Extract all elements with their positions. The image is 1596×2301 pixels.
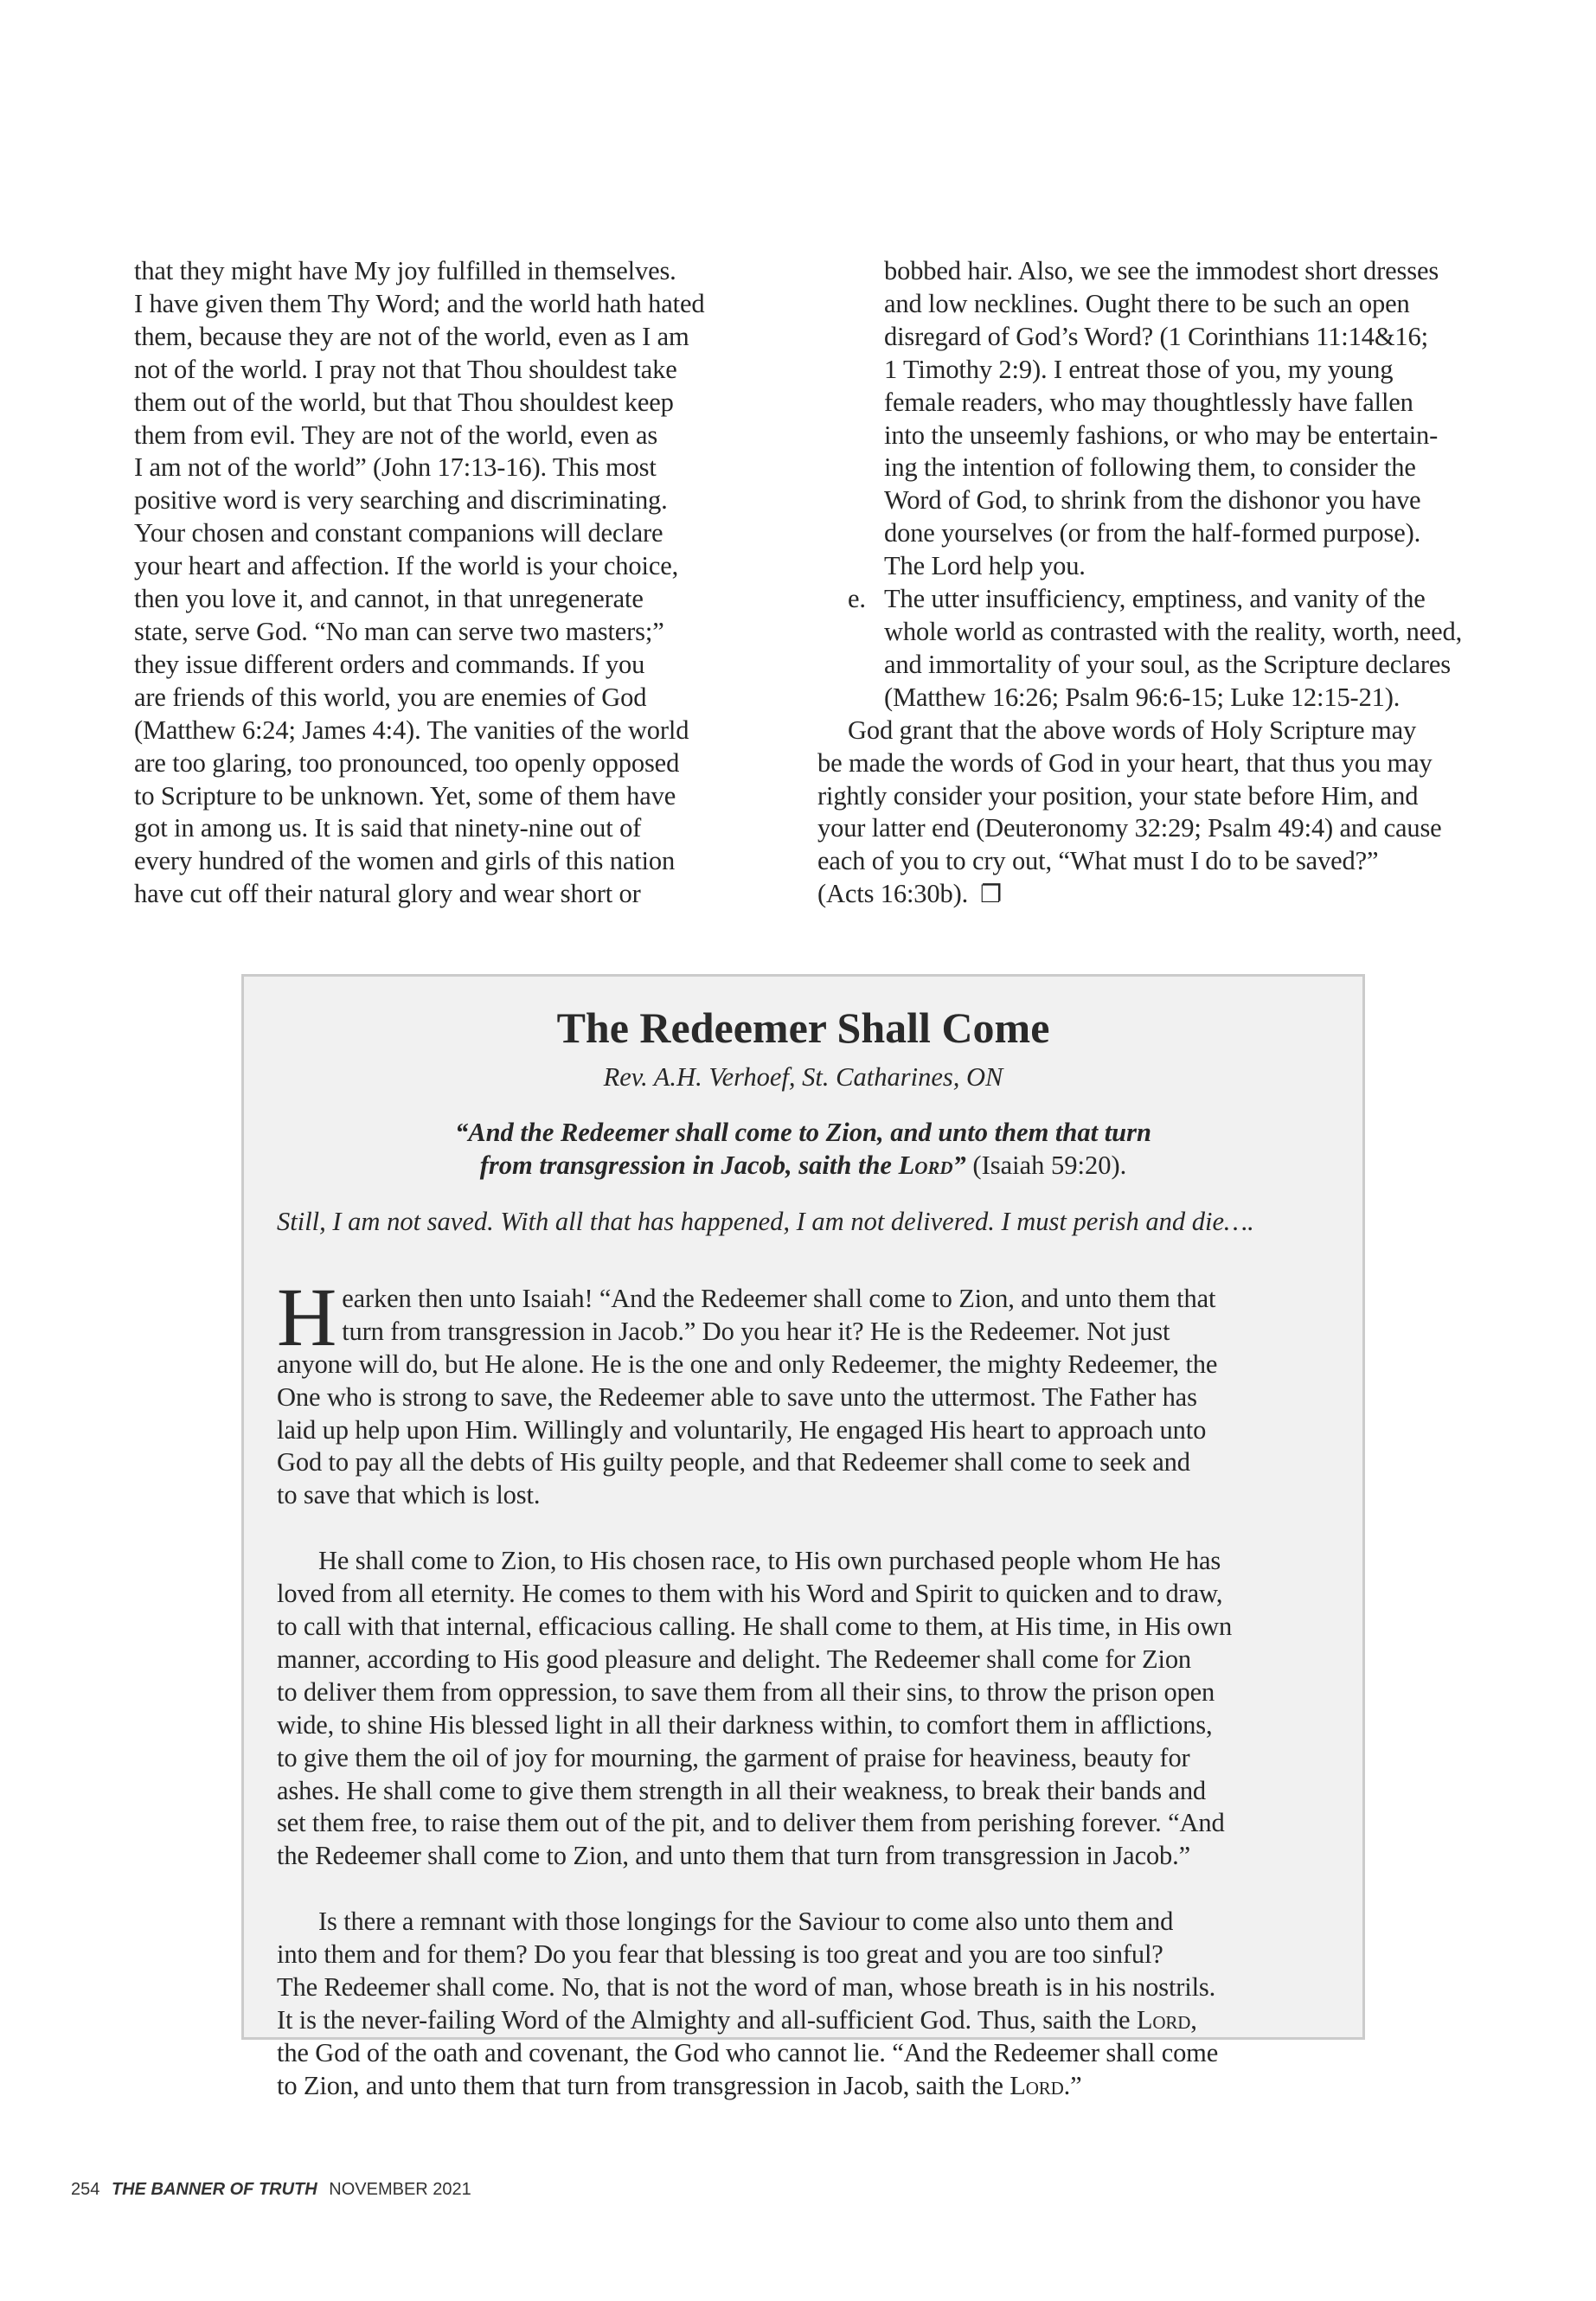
sidebar-title: The Redeemer Shall Come bbox=[556, 1003, 1050, 1052]
closing-text: God grant that the above words of Holy Scripture may be made the words of God in your heart, that thus you may rightly consider your position, your state before Him, and your latter end (Deuteronomy 32:29; Psalm 49:4) and cause each of you to cry out, “What must I do to be saved?” (Acts 16:30b). bbox=[817, 715, 1442, 909]
page-number: 254 bbox=[71, 2180, 100, 2199]
verse-lord: Lord bbox=[898, 1150, 953, 1180]
paragraph-1-text: earken then unto Isaiah! “And the Redeemer shall come to Zion, and unto them that turn from transgression in Jacob.” Do you hear it? He is the Redeemer. Not just anyone will do, but He alone. He is the one and only Redeemer, the mighty Redeemer, the One who is strong to save, the Redeemer able to save unto the uttermost. The Father has laid up help upon Him. Willingly and voluntarily, He engaged His heart to approach unto God to pay all the debts of His guilty people, and that Redeemer shall come to seek and to save that which is lost. bbox=[277, 1283, 1218, 1510]
item-d-continuation: bobbed hair. Also, we see the immodest short dresses and low necklines. Ought there to be such an open disregard of God’s Word? (1 Corinthians 11:14&16; 1 Timothy 2:9). I entreat those of you, my young female readers, who may thoughtlessly have fallen into the unseemly fashions, or who may be entertain- ing the intention of following them, to consider the Word of God, to shrink from the dishonor you have done yourselves (or from the half-formed purpose). The Lord help you. bbox=[884, 256, 1439, 581]
sidebar-paragraph-1 bbox=[277, 1270, 1358, 1512]
page-footer bbox=[71, 2180, 471, 2200]
magazine-name: THE BANNER OF TRUTH bbox=[111, 2180, 317, 2199]
verse-line-2 bbox=[244, 1150, 1362, 1183]
lord-small-caps-1: Lord bbox=[1136, 2004, 1191, 2035]
paragraph-3-text-b: , the God of the oath and covenant, the God who cannot lie. “And the Redeemer shall come to Zion, and unto them that turn from transgression in Jacob, saith the bbox=[277, 2004, 1219, 2100]
right-column bbox=[817, 255, 1535, 911]
paragraph-3-text-a: Is there a remnant with those longings for the Saviour to come also unto them and into them and for them? Do you fear that blessing is too great and you are too sinful? The Redeemer shall come. No, that is not the word of man, whose breath is in his nostrils. It is the never-failing Word of the Almighty and all-sufficient God. Thus, saith the bbox=[277, 1907, 1216, 2035]
closing-paragraph bbox=[817, 715, 1535, 911]
verse-line-1: “And the Redeemer shall come to Zion, and unto them that turn bbox=[455, 1118, 1151, 1147]
verse-reference: (Isaiah 59:20). bbox=[972, 1150, 1127, 1180]
issue-date: NOVEMBER 2021 bbox=[329, 2180, 471, 2199]
verse-close-quote: ” bbox=[952, 1150, 966, 1180]
sidebar-intro: Still, I am not saved. With all that has happened, I am not delivered. I must perish and die…. bbox=[277, 1207, 1254, 1236]
sidebar-body bbox=[277, 1250, 1358, 2135]
sidebar-paragraph-3 bbox=[277, 1906, 1358, 2102]
verse-line-2-text: from transgression in Jacob, saith the bbox=[479, 1150, 899, 1180]
lord-small-caps-2: Lord bbox=[1010, 2070, 1064, 2100]
drop-cap: H bbox=[277, 1270, 337, 1363]
left-column-text: that they might have My joy fulfilled in themselves. I have given them Thy Word; and the world hath hated them, because they are not of the world, even as I am not of the world. I pray not that Thou shouldest take them out of the world, but that Thou shouldest keep them from evil. They are not of the world, even as I am not of the world” (John 17:13-16). This most positive word is very searching and discriminating. Your chosen and constant companions will declare your heart and affection. If the world is your choice, then you love it, and cannot, in that unregenerate state, serve God. “No man can serve two masters;” they issue different orders and commands. If you are friends of this world, you are enemies of God (Matthew 6:24; James 4:4). The vanities of the world are too glaring, too pronounced, too openly opposed to Scripture to be unknown. Yet, some of them have got in among us. It is said that ninety-nine out of every hundred of the women and girls of this nation have cut off their natural glory and wear short or bbox=[134, 256, 705, 909]
paragraph-3-text-c: .” bbox=[1063, 2070, 1082, 2100]
list-item-e bbox=[817, 583, 1535, 715]
sidebar-verse bbox=[244, 1117, 1362, 1183]
list-marker-e: e. bbox=[848, 584, 866, 614]
end-of-article-mark: ❐ bbox=[980, 880, 1003, 909]
sidebar-author: Rev. A.H. Verhoef, St. Catharines, ON bbox=[603, 1062, 1003, 1092]
list-item-e-text: The utter insufficiency, emptiness, and vanity of the whole world as contrasted with the reality, worth, need, and immortality of your soul, as the Scripture declares (Matthew 16:26; Psalm 96:6-15; Luke 12:15-21). bbox=[884, 584, 1463, 712]
sidebar-paragraph-2: He shall come to Zion, to His chosen race, to His own purchased people whom He has loved from all eternity. He comes to them with his Word and Spirit to quicken and to draw, to call with that internal, efficacious calling. He shall come to them, at His time, in His own manner, according to His good pleasure and delight. The Redeemer shall come for Zion to deliver them from oppression, to save them from all their sins, to throw the prison open wide, to shine His blessed light in all their darkness within, to comfort them in afflictions, to give them the oil of joy for mourning, the garment of praise for heaviness, beauty for ashes. He shall come to give them strength in all their weakness, to break their bands and set them free, to raise them out of the pit, and to deliver them from perishing forever. “And the Redeemer shall come to Zion, and unto them that turn from transgression in Jacob.” bbox=[277, 1546, 1233, 1871]
sidebar-box bbox=[241, 974, 1365, 2100]
